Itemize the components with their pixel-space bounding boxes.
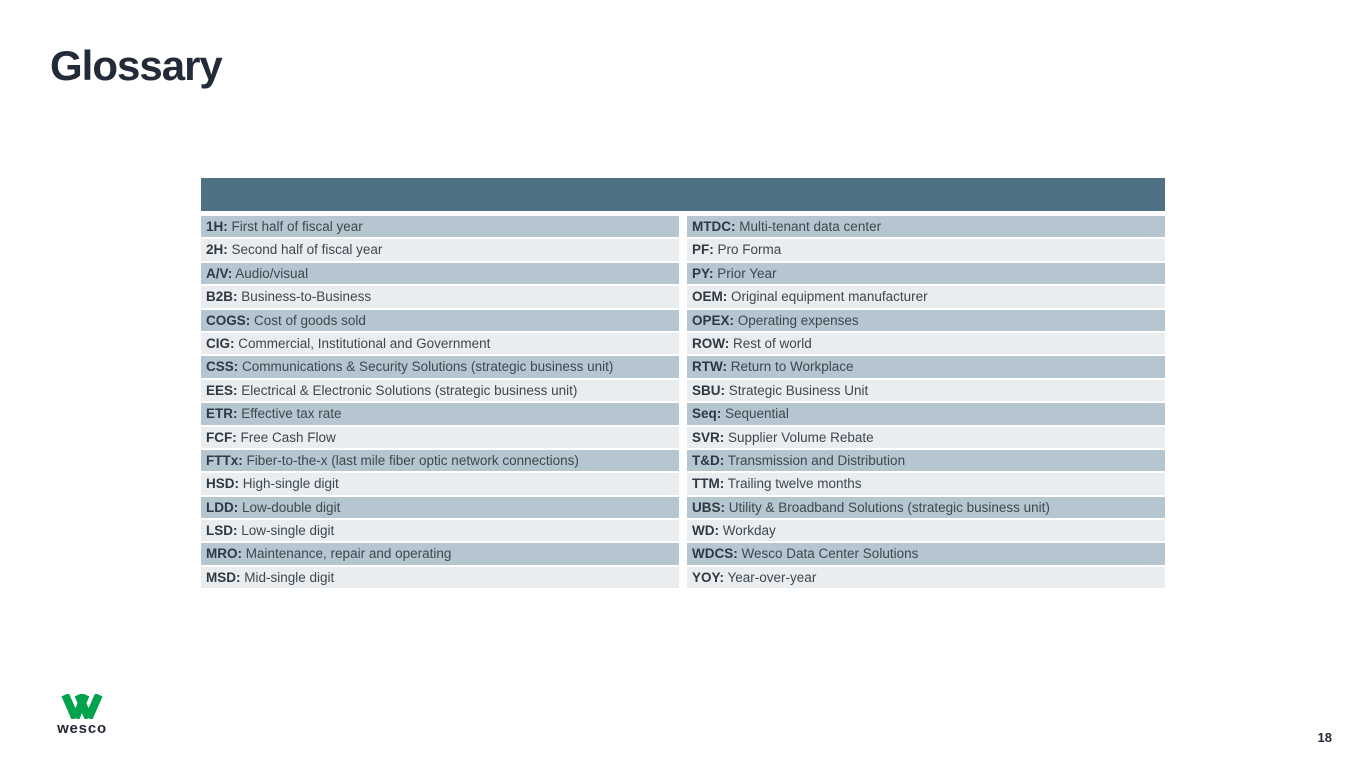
glossary-definition: Fiber-to-the-x (last mile fiber optic network connections) xyxy=(242,452,579,468)
glossary-row xyxy=(687,403,1165,424)
glossary-definition: Communications & Security Solutions (strategic business unit) xyxy=(238,359,614,375)
glossary-term: SBU: xyxy=(692,382,725,398)
glossary-definition: Sequential xyxy=(721,406,789,422)
glossary-term: LSD: xyxy=(206,523,238,539)
glossary-definition: Audio/visual xyxy=(232,265,309,281)
glossary-row xyxy=(201,497,679,518)
glossary-definition: First half of fiscal year xyxy=(227,219,363,234)
glossary-term: OPEX: xyxy=(692,312,735,328)
glossary-row xyxy=(201,356,679,377)
glossary-term: CSS: xyxy=(206,359,239,375)
glossary-row xyxy=(687,567,1165,588)
glossary-term: WD: xyxy=(692,523,719,539)
glossary-definition: Cost of goods sold xyxy=(250,312,366,328)
table-header-bar xyxy=(201,178,1165,211)
glossary-row xyxy=(687,333,1165,354)
glossary-row xyxy=(201,263,679,284)
glossary-term: CIG: xyxy=(206,335,235,351)
glossary-definition: Rest of world xyxy=(729,335,812,351)
glossary-term: 2H: xyxy=(206,242,228,258)
glossary-row xyxy=(687,216,1165,237)
glossary-row xyxy=(687,473,1165,494)
glossary-term: MTDC: xyxy=(692,219,736,234)
glossary-term: COGS: xyxy=(206,312,251,328)
glossary-term: ETR: xyxy=(206,406,238,422)
glossary-definition: Strategic Business Unit xyxy=(725,382,869,398)
glossary-term: MRO: xyxy=(206,546,242,562)
glossary-definition: Multi-tenant data center xyxy=(735,219,882,234)
glossary-column-right xyxy=(687,216,1165,590)
glossary-table xyxy=(201,178,1165,590)
glossary-row xyxy=(201,450,679,471)
glossary-term: PY: xyxy=(692,265,714,281)
glossary-definition: Year-over-year xyxy=(724,569,817,585)
glossary-definition: Original equipment manufacturer xyxy=(727,289,928,305)
glossary-definition: Wesco Data Center Solutions xyxy=(737,546,919,562)
glossary-row xyxy=(687,356,1165,377)
glossary-row xyxy=(687,543,1165,564)
glossary-definition: Trailing twelve months xyxy=(724,476,862,492)
glossary-row xyxy=(201,473,679,494)
glossary-row xyxy=(201,310,679,331)
glossary-row xyxy=(687,497,1165,518)
glossary-term: T&D: xyxy=(692,452,725,468)
glossary-term: PF: xyxy=(692,242,714,258)
glossary-term: A/V: xyxy=(206,265,233,281)
glossary-definition: Return to Workplace xyxy=(727,359,854,375)
glossary-definition: Electrical & Electronic Solutions (strategic business unit) xyxy=(237,382,578,398)
glossary-row xyxy=(687,310,1165,331)
glossary-term: LDD: xyxy=(206,499,239,515)
glossary-definition: Pro Forma xyxy=(713,242,782,258)
glossary-term: WDCS: xyxy=(692,546,738,562)
wesco-logo xyxy=(52,694,112,737)
glossary-row xyxy=(201,543,679,564)
glossary-term: ROW: xyxy=(692,335,730,351)
glossary-definition: Low-single digit xyxy=(237,523,335,539)
glossary-term: 1H: xyxy=(206,219,228,234)
glossary-term: RTW: xyxy=(692,359,727,375)
glossary-row xyxy=(201,216,679,237)
glossary-row xyxy=(687,380,1165,401)
glossary-row xyxy=(687,450,1165,471)
glossary-definition: Operating expenses xyxy=(734,312,859,328)
glossary-row xyxy=(687,520,1165,541)
glossary-definition: Mid-single digit xyxy=(240,569,335,585)
glossary-column-left xyxy=(201,216,679,590)
glossary-definition: Transmission and Distribution xyxy=(724,452,906,468)
glossary-definition: Commercial, Institutional and Government xyxy=(234,335,491,351)
glossary-term: Seq: xyxy=(692,406,722,422)
glossary-row xyxy=(687,239,1165,260)
glossary-definition: Free Cash Flow xyxy=(236,429,336,445)
glossary-row xyxy=(201,333,679,354)
glossary-row xyxy=(201,380,679,401)
glossary-row xyxy=(201,239,679,260)
glossary-row xyxy=(201,403,679,424)
glossary-definition: Workday xyxy=(719,523,776,539)
glossary-term: UBS: xyxy=(692,499,725,515)
glossary-columns xyxy=(201,216,1165,590)
glossary-definition: Effective tax rate xyxy=(237,406,342,422)
glossary-row xyxy=(201,286,679,307)
glossary-row xyxy=(687,263,1165,284)
glossary-definition: Business-to-Business xyxy=(237,289,372,305)
glossary-term: HSD: xyxy=(206,476,239,492)
glossary-row xyxy=(687,286,1165,307)
glossary-term: SVR: xyxy=(692,429,725,445)
glossary-row xyxy=(201,567,679,588)
glossary-definition: Supplier Volume Rebate xyxy=(724,429,874,445)
glossary-definition: Low-double digit xyxy=(238,499,341,515)
page-title: Glossary xyxy=(50,42,222,89)
glossary-term: FCF: xyxy=(206,429,237,445)
glossary-term: FTTx: xyxy=(206,452,243,468)
glossary-definition: Prior Year xyxy=(713,265,777,281)
glossary-definition: Utility & Broadband Solutions (strategic business unit) xyxy=(725,499,1050,515)
glossary-row xyxy=(687,427,1165,448)
glossary-definition: High-single digit xyxy=(239,476,339,492)
glossary-definition: Maintenance, repair and operating xyxy=(242,546,452,562)
glossary-term: EES: xyxy=(206,382,238,398)
glossary-term: TTM: xyxy=(692,476,725,492)
glossary-term: YOY: xyxy=(692,569,725,585)
glossary-definition: Second half of fiscal year xyxy=(227,242,383,258)
wesco-wordmark: wesco xyxy=(57,720,107,737)
glossary-term: MSD: xyxy=(206,569,241,585)
glossary-term: OEM: xyxy=(692,289,728,305)
glossary-row xyxy=(201,520,679,541)
glossary-term: B2B: xyxy=(206,289,238,305)
glossary-row xyxy=(201,427,679,448)
wesco-w-icon xyxy=(60,694,104,719)
page-number: 18 xyxy=(1317,730,1332,745)
